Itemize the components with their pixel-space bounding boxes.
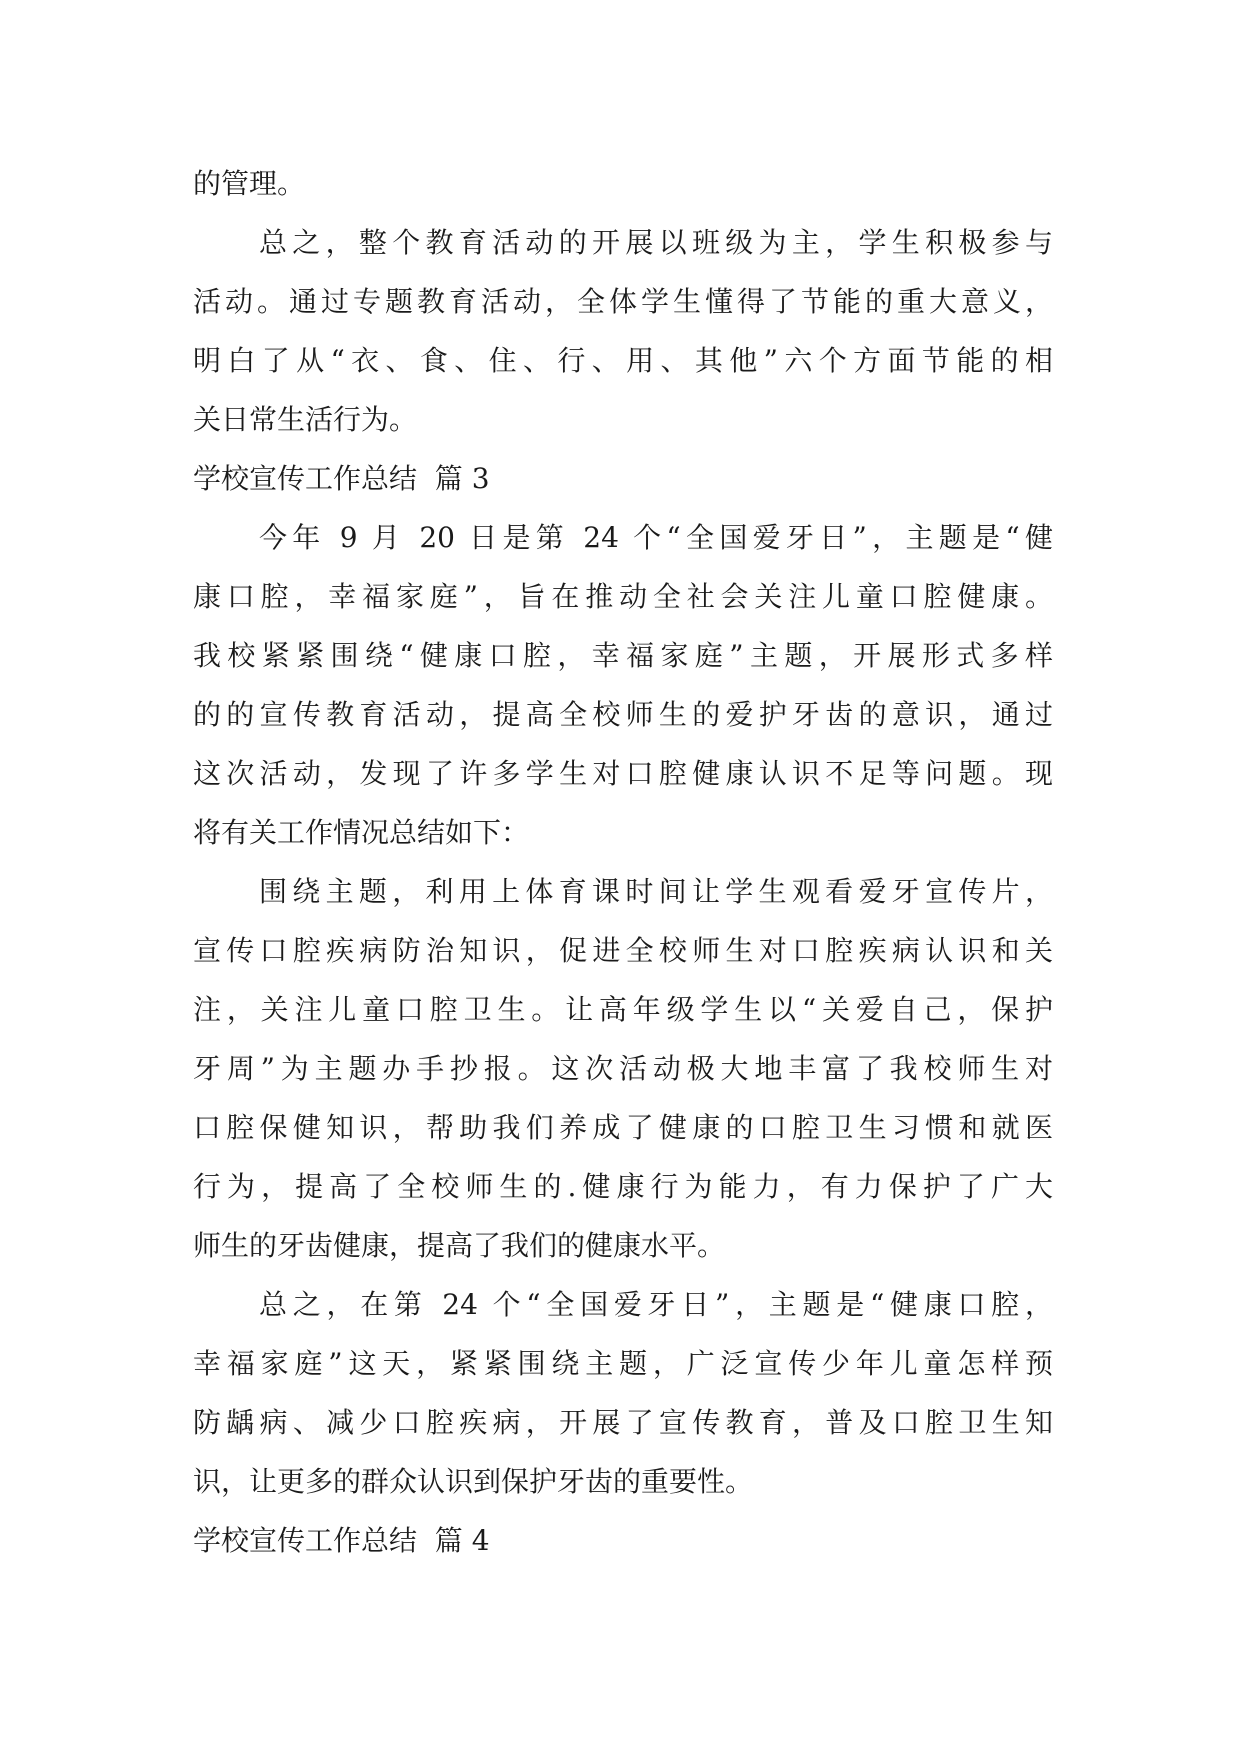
paragraph-line: 幸福家庭”这天，紧紧围绕主题，广泛宣传少年儿童怎样预 xyxy=(193,1347,1053,1380)
paragraph-line: 行为，提高了全校师生的.健康行为能力，有力保护了广大 xyxy=(193,1170,1053,1203)
paragraph-line: 这次活动，发现了许多学生对口腔健康认识不足等问题。现 xyxy=(193,757,1053,790)
paragraph-line: 牙周”为主题办手抄报。这次活动极大地丰富了我校师生对 xyxy=(193,1052,1053,1085)
paragraph-line: 我校紧紧围绕“健康口腔，幸福家庭”主题，开展形式多样 xyxy=(193,639,1053,672)
paragraph-line: 识，让更多的群众认识到保护牙齿的重要性。 xyxy=(193,1465,754,1498)
paragraph-line: 明白了从“衣、食、住、行、用、其他”六个方面节能的相 xyxy=(193,344,1053,377)
paragraph-line: 康口腔，幸福家庭”，旨在推动全社会关注儿童口腔健康。 xyxy=(193,580,1053,613)
paragraph-line: 今年 9 月 20 日是第 24 个“全国爱牙日”，主题是“健 xyxy=(259,521,1053,554)
paragraph-line: 的的宣传教育活动，提高全校师生的爱护牙齿的意识，通过 xyxy=(193,698,1053,731)
paragraph-line: 注，关注儿童口腔卫生。让高年级学生以“关爱自己，保护 xyxy=(193,993,1053,1026)
paragraph-line: 宣传口腔疾病防治知识，促进全校师生对口腔疾病认识和关 xyxy=(193,934,1053,967)
paragraph-line: 口腔保健知识，帮助我们养成了健康的口腔卫生习惯和就医 xyxy=(193,1111,1053,1144)
paragraph-line: 总之，整个教育活动的开展以班级为主，学生积极参与 xyxy=(259,226,1053,259)
paragraph-line: 防龋病、减少口腔疾病，开展了宣传教育，普及口腔卫生知 xyxy=(193,1406,1053,1439)
paragraph-line: 将有关工作情况总结如下： xyxy=(193,816,530,849)
paragraph-line: 活动。通过专题教育活动，全体学生懂得了节能的重大意义， xyxy=(193,285,1053,318)
section-heading: 学校宣传工作总结 篇 3 xyxy=(193,462,490,495)
paragraph-line: 围绕主题，利用上体育课时间让学生观看爱牙宣传片， xyxy=(259,875,1053,908)
paragraph-line: 总之，在第 24 个“全国爱牙日”，主题是“健康口腔， xyxy=(259,1288,1053,1321)
paragraph-line: 师生的牙齿健康，提高了我们的健康水平。 xyxy=(193,1229,726,1262)
paragraph-line: 关日常生活行为。 xyxy=(193,403,418,436)
paragraph-line: 的管理。 xyxy=(193,167,306,200)
section-heading: 学校宣传工作总结 篇 4 xyxy=(193,1524,490,1557)
